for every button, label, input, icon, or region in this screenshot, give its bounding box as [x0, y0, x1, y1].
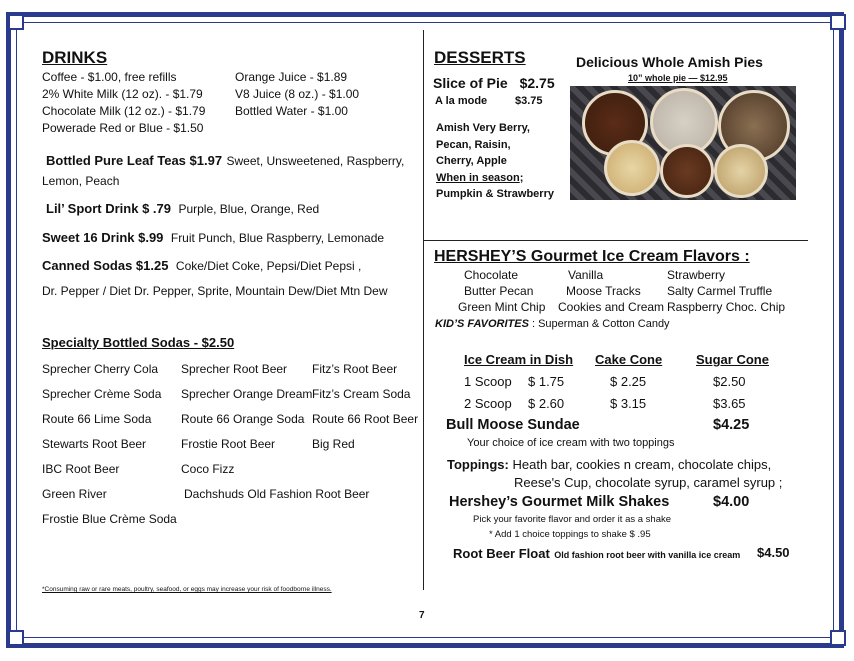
apple-pie-image	[604, 140, 660, 196]
toppings-label: Toppings:	[447, 457, 509, 472]
soda-item: Sprecher Cherry Cola	[42, 362, 159, 376]
pies-subtitle: 10” whole pie — $12.95	[628, 73, 728, 83]
kids-label: KID’S FAVORITES	[435, 318, 529, 330]
drinks-col1	[42, 69, 205, 137]
icecream-flavors	[434, 268, 804, 316]
alamode-price: $3.75	[515, 95, 543, 107]
pies-photo	[570, 86, 796, 200]
flavor-item: Strawberry	[667, 268, 726, 282]
page-number: 7	[419, 610, 425, 621]
drink-item: 2% White Milk (12 oz). - $1.79	[42, 87, 203, 101]
sundae-desc: Your choice of ice cream with two toppings	[467, 437, 675, 449]
shakes-title: Hershey’s Gourmet Milk Shakes	[449, 494, 670, 510]
flavor-item: Butter Pecan	[464, 284, 534, 298]
float-line	[453, 545, 740, 563]
teas-title: Bottled Pure Leaf Teas $1.97	[46, 153, 223, 168]
price-dish: $ 2.60	[528, 396, 565, 411]
soda-item: Coco Fizz	[181, 462, 235, 476]
drink-item: V8 Juice (8 oz.) - $1.00	[235, 87, 360, 101]
soda-item: Frostie Blue Crème Soda	[42, 512, 177, 526]
pie-flavor: Cherry, Apple	[436, 155, 507, 167]
header-cake-cone: Cake Cone	[595, 352, 663, 367]
flavor-item: Raspberry Choc. Chip	[667, 300, 786, 314]
soda-item: Route 66 Root Beer	[312, 412, 419, 426]
drink-item: Coffee - $1.00, free refills	[42, 70, 177, 84]
desserts-heading: DESSERTS	[434, 48, 526, 67]
sweet16-line	[42, 229, 384, 247]
flavor-item: Cookies and Cream	[558, 300, 665, 314]
flavor-item: Chocolate	[464, 268, 519, 282]
float-price: $4.50	[757, 545, 790, 560]
soda-item: Sprecher Orange Dream	[181, 387, 313, 401]
sodas-line	[42, 257, 361, 275]
soda-item: Big Red	[312, 437, 355, 451]
kids-favorites	[435, 318, 670, 330]
sodas-desc: Coke/Diet Coke, Pepsi/Diet Pepsi ,	[175, 259, 362, 273]
scoop-label: 1 Scoop	[464, 374, 512, 389]
shakes-desc: Pick your favorite flavor and order it as a shake	[473, 514, 672, 525]
section-divider	[424, 240, 808, 241]
shakes-addon: * Add 1 choice toppings to shake $ .95	[489, 529, 651, 540]
toppings-list: Heath bar, cookies n cream, chocolate chips,	[512, 457, 772, 472]
drinks-heading: DRINKS	[42, 48, 108, 67]
scoop-label: 2 Scoop	[464, 396, 512, 411]
flavor-item: Green Mint Chip	[458, 300, 546, 314]
specialty-heading: Specialty Bottled Sodas - $2.50	[42, 335, 235, 350]
soda-item: Green River	[42, 487, 107, 501]
soda-item: Dachshuds Old Fashion Root Beer	[184, 487, 370, 501]
soda-item: Fitz’s Cream Soda	[312, 387, 411, 401]
lilsport-title: Lil’ Sport Drink $ .79	[46, 201, 171, 216]
drink-item: Orange Juice - $1.89	[235, 70, 348, 84]
sweet16-title: Sweet 16 Drink $.99	[42, 230, 164, 245]
sundae-price: $4.25	[713, 417, 750, 433]
float-desc: Old fashion root beer with vanilla ice cream	[554, 550, 741, 560]
price-dish: $ 1.75	[528, 374, 565, 389]
header-dish: Ice Cream in Dish	[464, 352, 574, 367]
season-line	[436, 170, 554, 187]
border-corner-ornament	[830, 630, 846, 646]
price-sugar-cone: $2.50	[713, 374, 746, 389]
pie-flavor: Pecan, Raisin,	[436, 138, 511, 151]
toppings-line	[447, 457, 771, 472]
price-sugar-cone: $3.65	[713, 396, 746, 411]
teas-desc-cont: Lemon, Peach	[42, 174, 120, 188]
flavor-row	[434, 284, 804, 300]
soda-item: Sprecher Crème Soda	[42, 387, 162, 401]
pie-flavors	[436, 120, 554, 203]
drink-item: Bottled Water - $1.00	[235, 104, 348, 118]
slice-label: Slice of Pie	[433, 75, 508, 91]
column-divider	[423, 30, 424, 590]
icecream-heading: HERSHEY’S Gourmet Ice Cream Flavors :	[434, 248, 750, 265]
float-title: Root Beer Float	[453, 546, 550, 561]
border-corner-ornament	[830, 14, 846, 30]
price-cake-cone: $ 2.25	[610, 374, 647, 389]
flavor-item: Vanilla	[568, 268, 604, 282]
berry-pie-image	[660, 144, 714, 198]
toppings-list-cont: Reese's Cup, chocolate syrup, caramel syrup ;	[514, 475, 783, 490]
season-colon: ;	[519, 171, 524, 184]
soda-item: Route 66 Orange Soda	[181, 412, 305, 426]
soda-item: Route 66 Lime Soda	[42, 412, 152, 426]
slice-price: $2.75	[519, 75, 555, 91]
soda-item: Sprecher Root Beer	[181, 362, 288, 376]
lilsport-desc: Purple, Blue, Orange, Red	[178, 202, 320, 216]
flavor-row	[434, 268, 804, 284]
teas-desc: Sweet, Unsweetened, Raspberry,	[226, 154, 405, 168]
flavor-item: Salty Carmel Truffle	[667, 284, 773, 298]
sweet16-desc: Fruit Punch, Blue Raspberry, Lemonade	[170, 231, 385, 245]
soda-item: Stewarts Root Beer	[42, 437, 147, 451]
header-sugar-cone: Sugar Cone	[696, 352, 769, 367]
sodas-title: Canned Sodas $1.25	[42, 258, 169, 273]
border-corner-ornament	[8, 630, 24, 646]
slice-line	[433, 75, 555, 91]
flavor-row	[434, 300, 804, 316]
kids-list: : Superman & Cotton Candy	[531, 318, 670, 330]
drink-item: Powerade Red or Blue - $1.50	[42, 121, 204, 135]
price-cake-cone: $ 3.15	[610, 396, 647, 411]
shakes-price: $4.00	[713, 494, 750, 510]
soda-item: Fitz’s Root Beer	[312, 362, 398, 376]
alamode-line	[435, 95, 543, 107]
soda-item: IBC Root Beer	[42, 462, 120, 476]
soda-item: Frostie Root Beer	[181, 437, 276, 451]
cherry-pie-image	[714, 144, 768, 198]
pies-title: Delicious Whole Amish Pies	[576, 54, 763, 70]
drink-item: Chocolate Milk (12 oz.) - $1.79	[42, 104, 206, 118]
alamode-label: A la mode	[435, 95, 488, 107]
flavor-item: Moose Tracks	[566, 284, 641, 298]
sundae-title: Bull Moose Sundae	[446, 417, 580, 433]
teas-line	[46, 152, 404, 170]
sodas-desc-cont: Dr. Pepper / Diet Dr. Pepper, Sprite, Mountain Dew/Diet Mtn Dew	[42, 284, 388, 298]
drinks-col2	[235, 69, 359, 120]
lilsport-line	[46, 200, 319, 218]
season-label: When in season	[436, 171, 520, 184]
price-row	[464, 396, 784, 416]
season-flavors: Pumpkin & Strawberry	[436, 188, 554, 200]
border-corner-ornament	[8, 14, 24, 30]
pie-flavor: Amish Very Berry,	[436, 122, 530, 134]
price-row	[464, 374, 784, 394]
footnote: *Consuming raw or rare meats, poultry, seafood, or eggs may increase your risk of foodborne illness.	[42, 586, 332, 593]
